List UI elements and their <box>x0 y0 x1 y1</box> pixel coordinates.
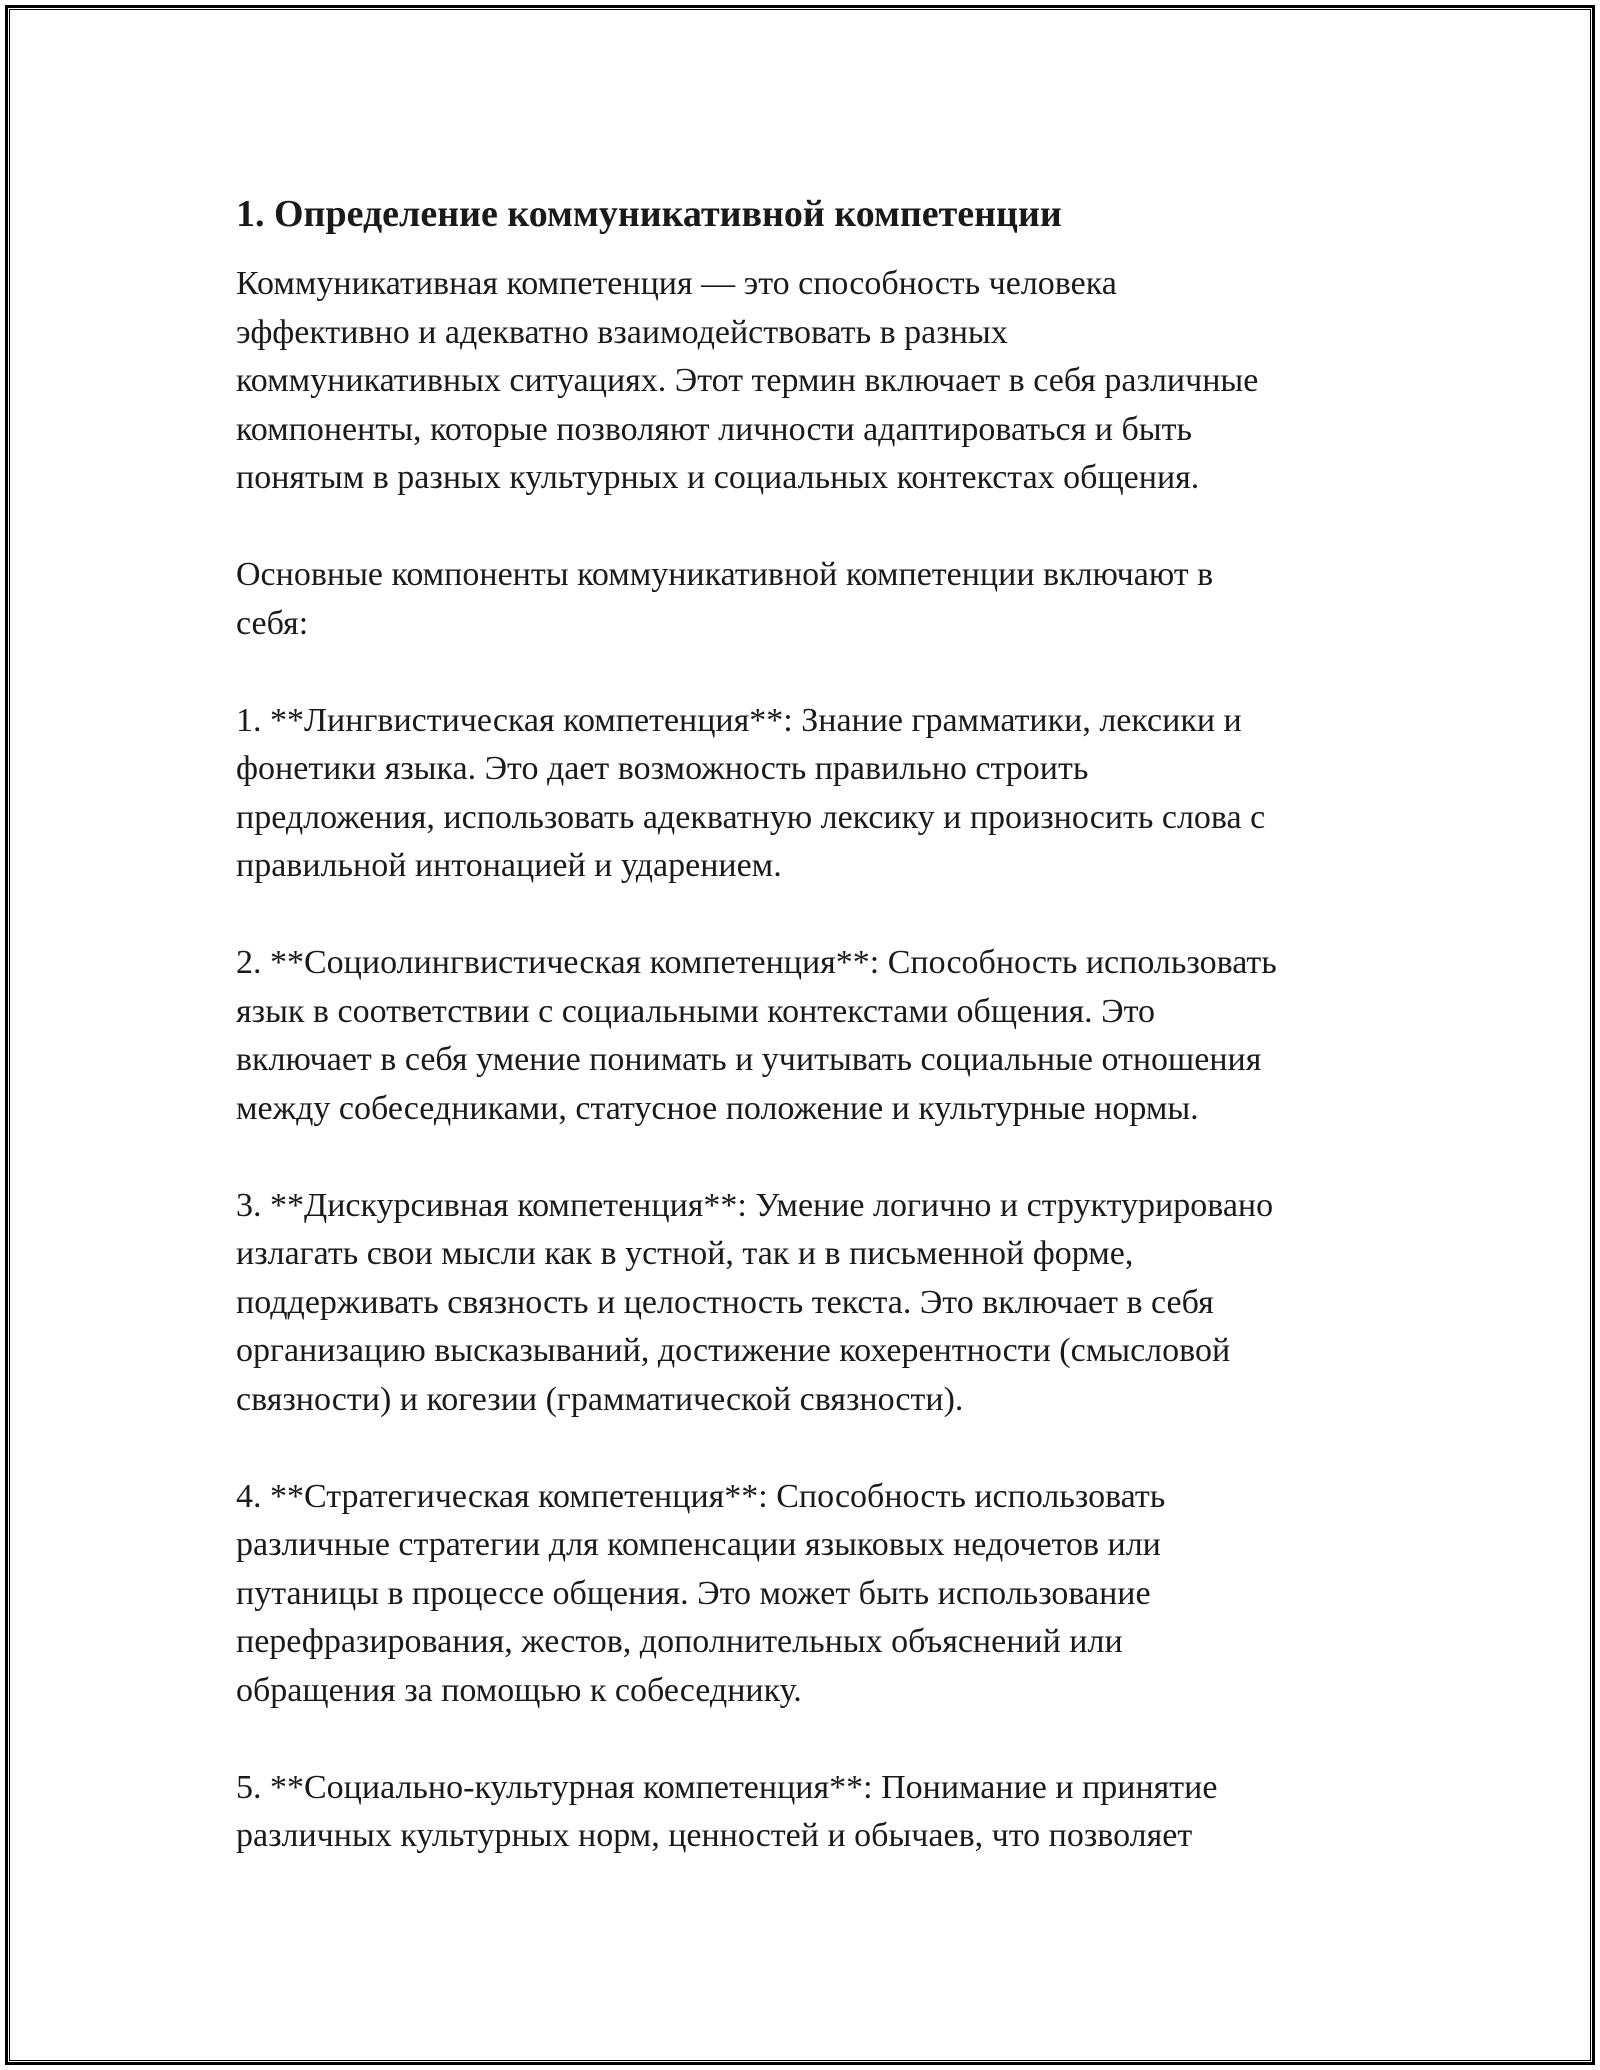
text-line: путаницы в процессе общения. Это может быть использование <box>236 1574 1151 1612</box>
text-line: различных культурных норм, ценностей и обычаев, что позволяет <box>236 1817 1193 1854</box>
text-line: 2. **Социолингвистическая компетенция**: Способность использовать <box>236 944 1277 981</box>
text-line: перефразирования, жестов, дополнительных объяснений или <box>236 1623 1123 1660</box>
text-line: коммуникативных ситуациях. Этот термин включает в себя различные <box>236 362 1259 399</box>
text-line: Основные компоненты коммуникативной компетенции включают в <box>236 556 1214 593</box>
paragraph-components-intro <box>236 551 1376 648</box>
list-item-sociolinguistic <box>236 939 1376 1133</box>
text-line: 4. **Стратегическая компетенция**: Способность использовать <box>236 1477 1166 1515</box>
text-line: компоненты, которые позволяют личности адаптироваться и быть <box>236 410 1192 448</box>
paragraph-definition <box>236 260 1376 503</box>
list-item-sociocultural <box>236 1764 1376 1861</box>
text-line: включает в себя умение понимать и учитывать социальные отношения <box>236 1041 1262 1078</box>
text-line: 5. **Социально-культурная компетенция**: Понимание и принятие <box>236 1768 1218 1806</box>
text-line: правильной интонацией и ударением. <box>236 847 782 884</box>
list-item-linguistic <box>236 697 1376 891</box>
text-line: понятым в разных культурных и социальных контекстах общения. <box>236 459 1200 496</box>
text-line: предложения, использовать адекватную лексику и произносить слова с <box>236 798 1266 836</box>
text-line: связности) и когезии (грамматической связности). <box>236 1380 964 1418</box>
text-line: организацию высказываний, достижение кохерентности (смысловой <box>236 1332 1231 1369</box>
section-heading: 1. Определение коммуникативной компетенции <box>236 193 1062 235</box>
text-line: различные стратегии для компенсации языковых недочетов или <box>236 1526 1161 1563</box>
text-line: эффективно и адекватно взаимодействовать в разных <box>236 313 1008 351</box>
text-line: излагать свои мысли как в устной, так и в письменной форме, <box>236 1235 1134 1272</box>
text-line: фонетики языка. Это дает возможность правильно строить <box>236 750 1089 787</box>
text-line: 3. **Дискурсивная компетенция**: Умение логично и структурировано <box>236 1186 1274 1224</box>
text-line: язык в соответствии с социальными контекстами общения. Это <box>236 992 1156 1030</box>
text-line: обращения за помощью к собеседнику. <box>236 1671 802 1709</box>
list-item-discursive <box>236 1182 1376 1425</box>
text-line: 1. **Лингвистическая компетенция**: Знание грамматики, лексики и <box>236 701 1242 739</box>
text-line: Коммуникативная компетенция — это способность человека <box>236 265 1117 302</box>
document-body <box>236 190 1376 1909</box>
list-item-strategic <box>236 1473 1376 1716</box>
text-line: поддерживать связность и целостность текста. Это включает в себя <box>236 1283 1214 1321</box>
text-line: себя: <box>236 604 309 642</box>
text-line: между собеседниками, статусное положение и культурные нормы. <box>236 1089 1199 1127</box>
